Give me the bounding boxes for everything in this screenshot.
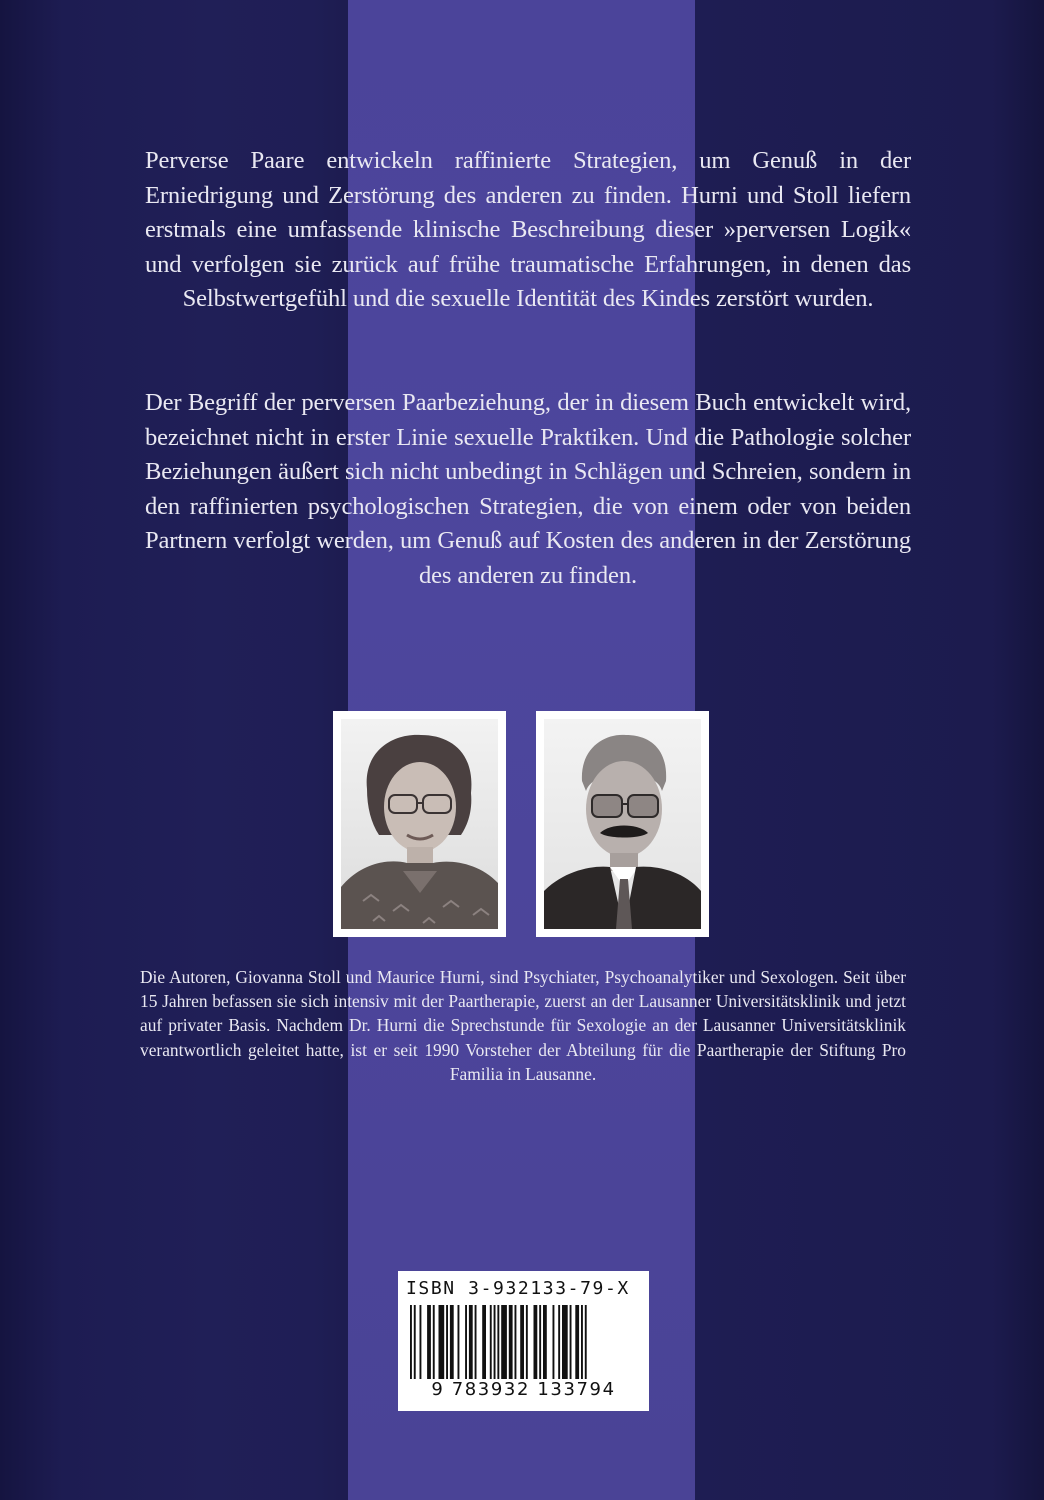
authors-bio: Die Autoren, Giovanna Stoll und Maurice Hurni, sind Psychiater, Psychoanalytiker und Sexologen. Seit über 15 Jahren befassen sie sich intensiv mit der Paartherapie, zuerst an der Lausanner Universitätsklinik und jetzt auf privater Basis. Nachdem Dr. Hurni die Sprechstunde für Sexologie an der Lausanner Universitätsklinik verantwortlich geleitet hatte, ist er seit 1990 Vorsteher der Abteilung für die Paartherapie der Stiftung Pro Familia in Lausanne. (140, 967, 906, 1084)
barcode-bar (581, 1305, 583, 1379)
barcode-bar (558, 1305, 560, 1379)
barcode-bar (482, 1305, 486, 1379)
barcode-bar (494, 1305, 496, 1379)
ean-digits: 9 783932 133794 (431, 1379, 616, 1400)
barcode-bars (410, 1305, 637, 1379)
barcode-bar (446, 1305, 448, 1379)
barcode-bar (515, 1305, 517, 1379)
barcode-bar (497, 1305, 499, 1379)
barcode-bar (520, 1305, 524, 1379)
barcode-bar (562, 1305, 568, 1379)
barcode-bar (501, 1305, 507, 1379)
blurb-paragraph-2: Der Begriff der perversen Paarbeziehung, der in diesem Buch entwickelt wird, bezeichnet nicht in erster Linie sexuelle Praktiken. Und die Pathologie solcher Beziehungen äußert sich nicht unbedingt in Schlägen und Schreien, sondern in den raffinierten psychologischen Strategien, die von einem oder von beiden Partnern verfolgt werden, um Genuß auf Kosten des anderen in der Zerstörung des anderen zu finden. (145, 389, 911, 589)
barcode-bar (465, 1305, 467, 1379)
barcode-bar (469, 1305, 473, 1379)
barcode-bar (433, 1305, 435, 1379)
barcode-bar (570, 1305, 572, 1379)
barcode (398, 1271, 649, 1411)
barcode-bar (475, 1305, 477, 1379)
barcode-bar (420, 1305, 422, 1379)
barcode-bar (490, 1305, 492, 1379)
barcode-bar (553, 1305, 555, 1379)
author-photo-hurni (536, 711, 709, 937)
barcode-bar (526, 1305, 528, 1379)
barcode-bar (543, 1305, 547, 1379)
barcode-bar (450, 1305, 454, 1379)
barcode-bar (509, 1305, 513, 1379)
barcode-bar (410, 1305, 412, 1379)
author-photo-stoll (333, 711, 506, 937)
blurb-paragraph-1: Perverse Paare entwickeln raffinierte Strategien, um Genuß in der Erniedrigung und Zerstörung des anderen zu finden. Hurni und Stoll liefern erstmals eine umfassende klinische Beschreibung dieser »perversen Logik« und verfolgen sie zurück auf frühe traumatische Erfahrungen, in denen das Selbstwertgefühl und die sexuelle Identität des Kindes zerstört wurden. (145, 147, 911, 313)
barcode-bar (534, 1305, 538, 1379)
barcode-bar (439, 1305, 445, 1379)
barcode-bar (458, 1305, 460, 1379)
barcode-bar (585, 1305, 587, 1379)
barcode-bar (427, 1305, 431, 1379)
barcode-bar (414, 1305, 416, 1379)
barcode-bar (575, 1305, 579, 1379)
isbn-label: ISBN 3-932133-79-X (406, 1278, 630, 1299)
barcode-bar (539, 1305, 541, 1379)
